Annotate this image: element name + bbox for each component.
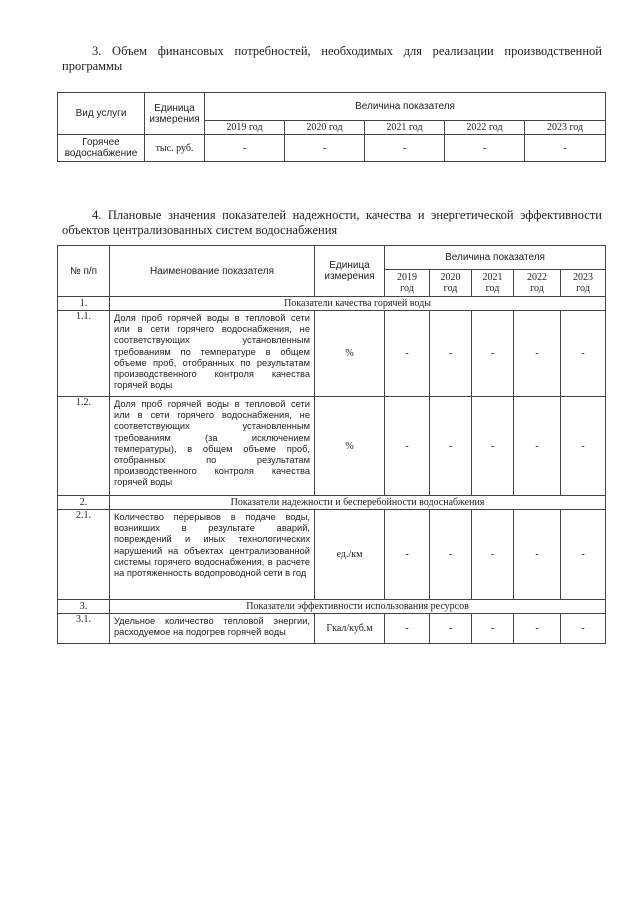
year-header	[385, 270, 430, 297]
year-header: 2020 год	[285, 121, 365, 135]
value-cell: -	[385, 510, 430, 600]
year-number: 2019	[397, 272, 417, 283]
section-4-title: 4. Плановые значения показателей надежности, качества и энергетической эффективности объектов централизованных систем водоснабжения	[62, 208, 602, 237]
year-header	[430, 270, 472, 297]
value-cell: -	[472, 510, 514, 600]
value-cell: -	[561, 311, 606, 397]
value-cell: -	[430, 614, 472, 644]
unit-cell: Гкал/куб.м	[315, 614, 385, 644]
indicator-name-cell: Доля проб горячей воды в тепловой сети или в сети горячего водоснабжения, не соответствующих установленным требованиям (за исключением температуры), в общем объеме проб, отобранных по результатам производственного контроля качества горячей воды	[110, 397, 315, 496]
value-cell: -	[385, 397, 430, 496]
indicators-table	[57, 245, 606, 644]
financial-needs-table	[57, 92, 606, 162]
col-unit-header: Единица измерения	[145, 93, 205, 135]
year-number: 2021	[482, 272, 503, 283]
value-cell: -	[205, 135, 285, 162]
value-cell: -	[472, 614, 514, 644]
col-num-header: № п/п	[58, 246, 110, 297]
unit-cell: %	[315, 311, 385, 397]
col-unit-header: Единица измерения	[315, 246, 385, 297]
value-cell: -	[445, 135, 525, 162]
value-cell: -	[430, 510, 472, 600]
year-suffix: год	[400, 283, 414, 294]
col-value-header: Величина показателя	[205, 93, 606, 121]
indicator-name-cell: Доля проб горячей воды в тепловой сети или в сети горячего водоснабжения, не соответствующих установленным требованиям по температуре в общем объеме проб, отобранных по результатам производственного контроля качества горячей воды	[110, 311, 315, 397]
value-cell: -	[430, 311, 472, 397]
year-number: 2022	[527, 272, 547, 283]
row-num-cell: 2.1.	[58, 510, 110, 600]
group-title-cell: Показатели качества горячей воды	[110, 297, 606, 311]
value-cell: -	[514, 614, 561, 644]
value-cell: -	[472, 397, 514, 496]
group-num-cell: 2.	[58, 496, 110, 510]
year-header	[472, 270, 514, 297]
value-cell: -	[385, 311, 430, 397]
row-num-cell: 3.1.	[58, 614, 110, 644]
year-number: 2023	[573, 272, 594, 283]
value-cell: -	[365, 135, 445, 162]
group-num-cell: 1.	[58, 297, 110, 311]
group-title-cell: Показатели эффективности использования ресурсов	[110, 600, 606, 614]
row-num-cell: 1.2.	[58, 397, 110, 496]
year-suffix: год	[485, 283, 500, 294]
value-cell: -	[525, 135, 606, 162]
group-title-cell: Показатели надежности и бесперебойности водоснабжения	[110, 496, 606, 510]
value-cell: -	[472, 311, 514, 397]
value-cell: -	[561, 510, 606, 600]
year-header: 2023 год	[525, 121, 606, 135]
indicator-name-cell: Количество перерывов в подаче воды, возникших в результате аварий, повреждений и иных технологических нарушений на объектах централизованной системы горячего водоснабжения, в расчете на протяженность водопроводной сети в год	[110, 510, 315, 600]
unit-cell: тыс. руб.	[145, 135, 205, 162]
section-3-title: 3. Объем финансовых потребностей, необходимых для реализации производственной программы	[62, 44, 602, 73]
year-header	[561, 270, 606, 297]
col-name-header: Наименование показателя	[110, 246, 315, 297]
service-cell: Горячее водоснабжение	[58, 135, 145, 162]
value-cell: -	[561, 397, 606, 496]
unit-cell: %	[315, 397, 385, 496]
col-service-header: Вид услуги	[58, 93, 145, 135]
value-cell: -	[561, 614, 606, 644]
year-header: 2022 год	[445, 121, 525, 135]
year-number: 2020	[440, 272, 461, 283]
unit-cell: ед./км	[315, 510, 385, 600]
col-value-header: Величина показателя	[385, 246, 606, 270]
value-cell: -	[430, 397, 472, 496]
value-cell: -	[514, 397, 561, 496]
year-header	[514, 270, 561, 297]
year-header: 2021 год	[365, 121, 445, 135]
value-cell: -	[385, 614, 430, 644]
value-cell: -	[514, 311, 561, 397]
row-num-cell: 1.1.	[58, 311, 110, 397]
year-suffix: год	[530, 283, 544, 294]
year-suffix: год	[576, 283, 590, 294]
indicator-name-cell: Удельное количество тепловой энергии, расходуемое на подогрев горячей воды	[110, 614, 315, 644]
value-cell: -	[514, 510, 561, 600]
value-cell: -	[285, 135, 365, 162]
year-suffix: год	[443, 283, 458, 294]
year-header: 2019 год	[205, 121, 285, 135]
group-num-cell: 3.	[58, 600, 110, 614]
